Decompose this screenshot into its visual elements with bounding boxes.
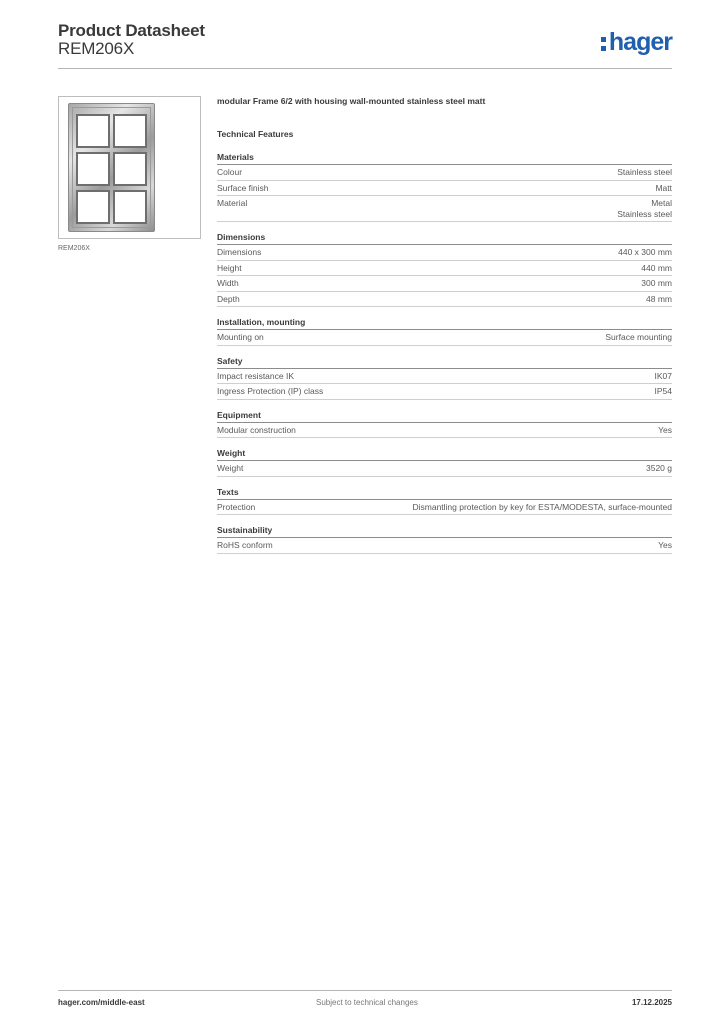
spec-value: Yes xyxy=(658,424,672,435)
section-title: Materials xyxy=(217,152,672,165)
spec-value: 48 mm xyxy=(646,293,672,304)
spec-row xyxy=(217,181,672,197)
page-title: Product Datasheet xyxy=(58,21,205,40)
spec-row xyxy=(217,261,672,277)
spec-label: Modular construction xyxy=(217,424,296,435)
spec-row xyxy=(217,369,672,385)
section-title: Installation, mounting xyxy=(217,317,672,330)
spec-row xyxy=(217,292,672,308)
spec-section xyxy=(217,152,672,222)
frame-illustration xyxy=(68,103,155,232)
spec-row xyxy=(217,330,672,346)
hager-logo xyxy=(601,28,672,57)
spec-label: Mounting on xyxy=(217,332,264,342)
section-title: Texts xyxy=(217,487,672,500)
spec-label: Depth xyxy=(217,293,240,304)
spec-value: 440 x 300 mm xyxy=(618,247,672,257)
spec-value: Matt xyxy=(655,182,672,193)
spec-row xyxy=(217,276,672,292)
spec-row xyxy=(217,384,672,400)
frame-slot xyxy=(113,190,147,224)
spec-label: Impact resistance IK xyxy=(217,370,295,381)
spec-value: Yes xyxy=(658,540,672,550)
logo-text: hager xyxy=(608,28,672,56)
spec-label: Material xyxy=(217,198,248,208)
spec-value: IK07 xyxy=(654,370,672,381)
spec-section xyxy=(217,487,672,516)
header-divider xyxy=(58,68,672,69)
section-title: Equipment xyxy=(217,410,672,423)
spec-label: Width xyxy=(217,278,239,288)
logo-dots-icon xyxy=(601,34,607,52)
spec-row xyxy=(217,165,672,181)
spec-value: Surface mounting xyxy=(605,332,672,342)
spec-label: Colour xyxy=(217,167,243,177)
section-title: Weight xyxy=(217,448,672,461)
frame-slot xyxy=(113,152,147,186)
footer-divider xyxy=(58,990,672,991)
spec-row xyxy=(217,500,672,516)
spec-row xyxy=(217,423,672,439)
spec-section xyxy=(217,317,672,346)
footer-date: 17.12.2025 xyxy=(631,998,672,1007)
spec-section xyxy=(217,232,672,307)
technical-features-heading: Technical Features xyxy=(217,129,294,139)
section-title: Dimensions xyxy=(217,232,672,245)
spec-label: Weight xyxy=(217,463,244,473)
spec-label: Protection xyxy=(217,501,256,512)
product-image xyxy=(58,96,201,239)
spec-sections xyxy=(217,152,672,554)
spec-value: Dismantling protection by key for ESTA/MODESTA, surface-mounted xyxy=(412,501,672,512)
spec-value: 300 mm xyxy=(641,278,672,288)
spec-label: Ingress Protection (IP) class xyxy=(217,386,324,396)
spec-content xyxy=(217,96,672,564)
spec-label: RoHS conform xyxy=(217,540,273,550)
spec-section xyxy=(217,356,672,400)
footer-notice: Subject to technical changes xyxy=(316,998,418,1007)
spec-row xyxy=(217,538,672,554)
spec-value: 3520 g xyxy=(646,463,672,473)
spec-value: Metal Stainless steel xyxy=(617,198,672,219)
footer-website-link[interactable]: hager.com/middle-east xyxy=(58,998,145,1007)
image-caption: REM206X xyxy=(58,245,90,252)
section-title: Sustainability xyxy=(217,525,672,538)
spec-row xyxy=(217,245,672,261)
spec-section xyxy=(217,525,672,554)
spec-row xyxy=(217,196,672,222)
product-code: REM206X xyxy=(58,39,135,58)
frame-slot xyxy=(76,114,110,148)
frame-slot xyxy=(76,152,110,186)
section-title: Safety xyxy=(217,356,672,369)
spec-section xyxy=(217,410,672,439)
frame-slot xyxy=(76,190,110,224)
spec-label: Surface finish xyxy=(217,182,269,193)
spec-value: 440 mm xyxy=(641,262,672,273)
frame-slot xyxy=(113,114,147,148)
spec-label: Dimensions xyxy=(217,247,262,257)
spec-section xyxy=(217,448,672,477)
spec-row xyxy=(217,461,672,477)
product-description: modular Frame 6/2 with housing wall-mounted stainless steel matt xyxy=(217,96,486,106)
spec-label: Height xyxy=(217,262,242,273)
spec-value: IP54 xyxy=(654,386,672,396)
spec-value: Stainless steel xyxy=(617,167,672,177)
